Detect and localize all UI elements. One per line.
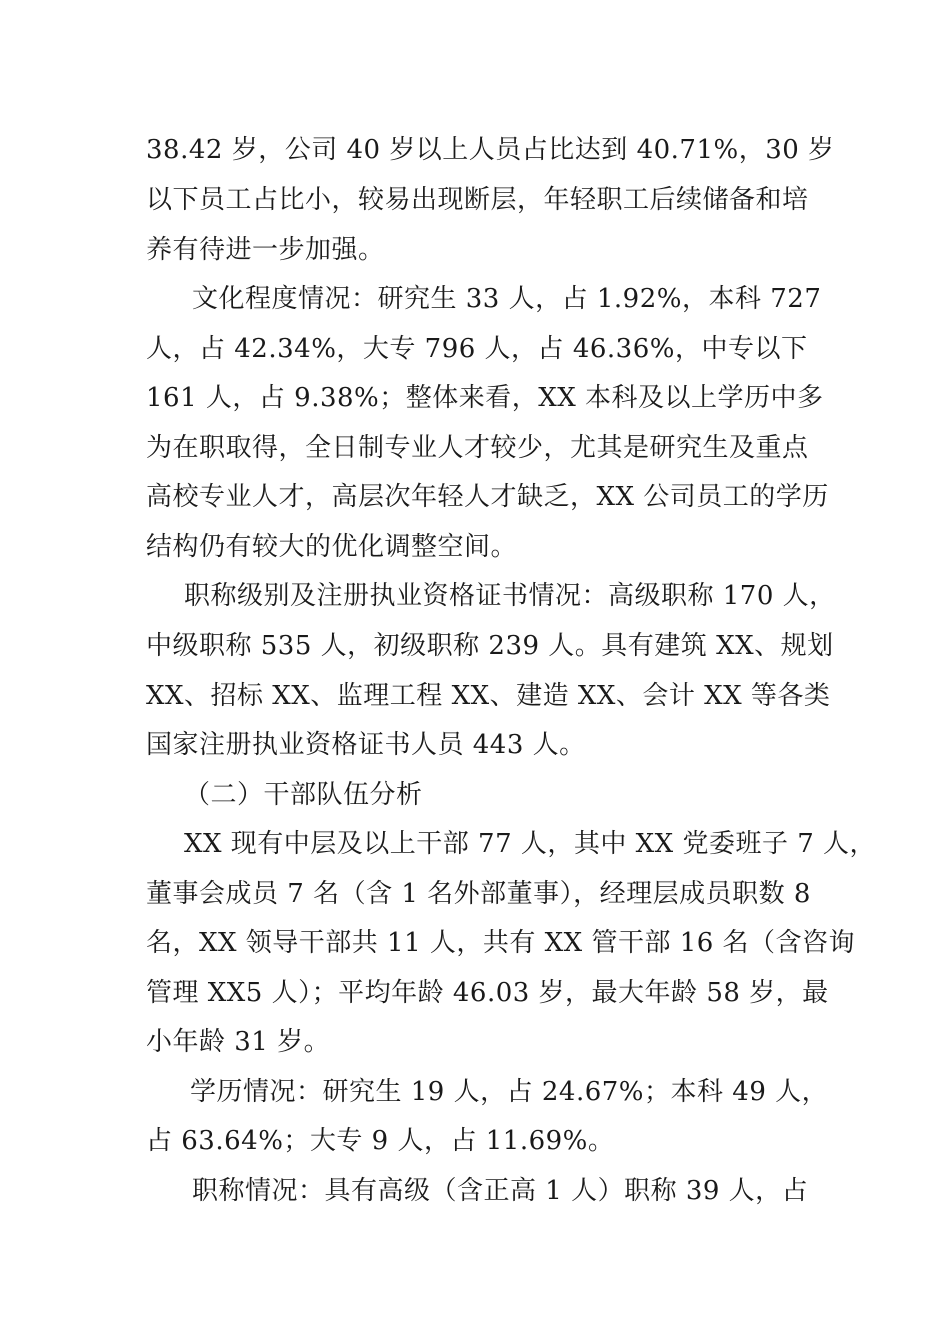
text-line: 结构仍有较大的优化调整空间。	[146, 532, 518, 562]
section-heading: （二）干部队伍分析	[184, 780, 423, 810]
text-line: 职称情况：具有高级（含正高 1 人）职称 39 人，占	[192, 1176, 809, 1206]
text-line: 名，XX 领导干部共 11 人，共有 XX 管干部 16 名（含咨询	[146, 928, 856, 958]
text-line: 以下员工占比小，较易出现断层，年轻职工后续储备和培	[146, 185, 809, 215]
text-line: 38.42 岁，公司 40 岁以上人员占比达到 40.71%，30 岁	[146, 135, 835, 165]
text-line: 职称级别及注册执业资格证书情况：高级职称 170 人，	[184, 581, 836, 611]
text-line: 董事会成员 7 名（含 1 名外部董事），经理层成员职数 8	[146, 879, 811, 909]
text-line: XX 现有中层及以上干部 77 人，其中 XX 党委班子 7 人，	[184, 829, 877, 859]
text-line: 为在职取得，全日制专业人才较少，尤其是研究生及重点	[146, 433, 809, 463]
text-line: 国家注册执业资格证书人员 443 人。	[146, 730, 586, 760]
text-line: XX、招标 XX、监理工程 XX、建造 XX、会计 XX 等各类	[146, 681, 831, 711]
text-line: 管理 XX5 人）；平均年龄 46.03 岁，最大年龄 58 岁，最	[146, 978, 829, 1008]
text-line: 文化程度情况：研究生 33 人，占 1.92%，本科 727	[192, 284, 822, 314]
text-line: 占 63.64%；大专 9 人，占 11.69%。	[146, 1126, 615, 1156]
text-line: 学历情况：研究生 19 人，占 24.67%；本科 49 人，	[190, 1077, 829, 1107]
text-line: 养有待进一步加强。	[146, 235, 385, 265]
text-line: 人，占 42.34%，大专 796 人，占 46.36%，中专以下	[146, 334, 808, 364]
text-line: 中级职称 535 人，初级职称 239 人。具有建筑 XX、规划	[146, 631, 834, 661]
text-line: 161 人，占 9.38%；整体来看，XX 本科及以上学历中多	[146, 383, 824, 413]
text-line: 高校专业人才，高层次年轻人才缺乏，XX 公司员工的学历	[146, 482, 829, 512]
text-line: 小年龄 31 岁。	[146, 1027, 331, 1057]
